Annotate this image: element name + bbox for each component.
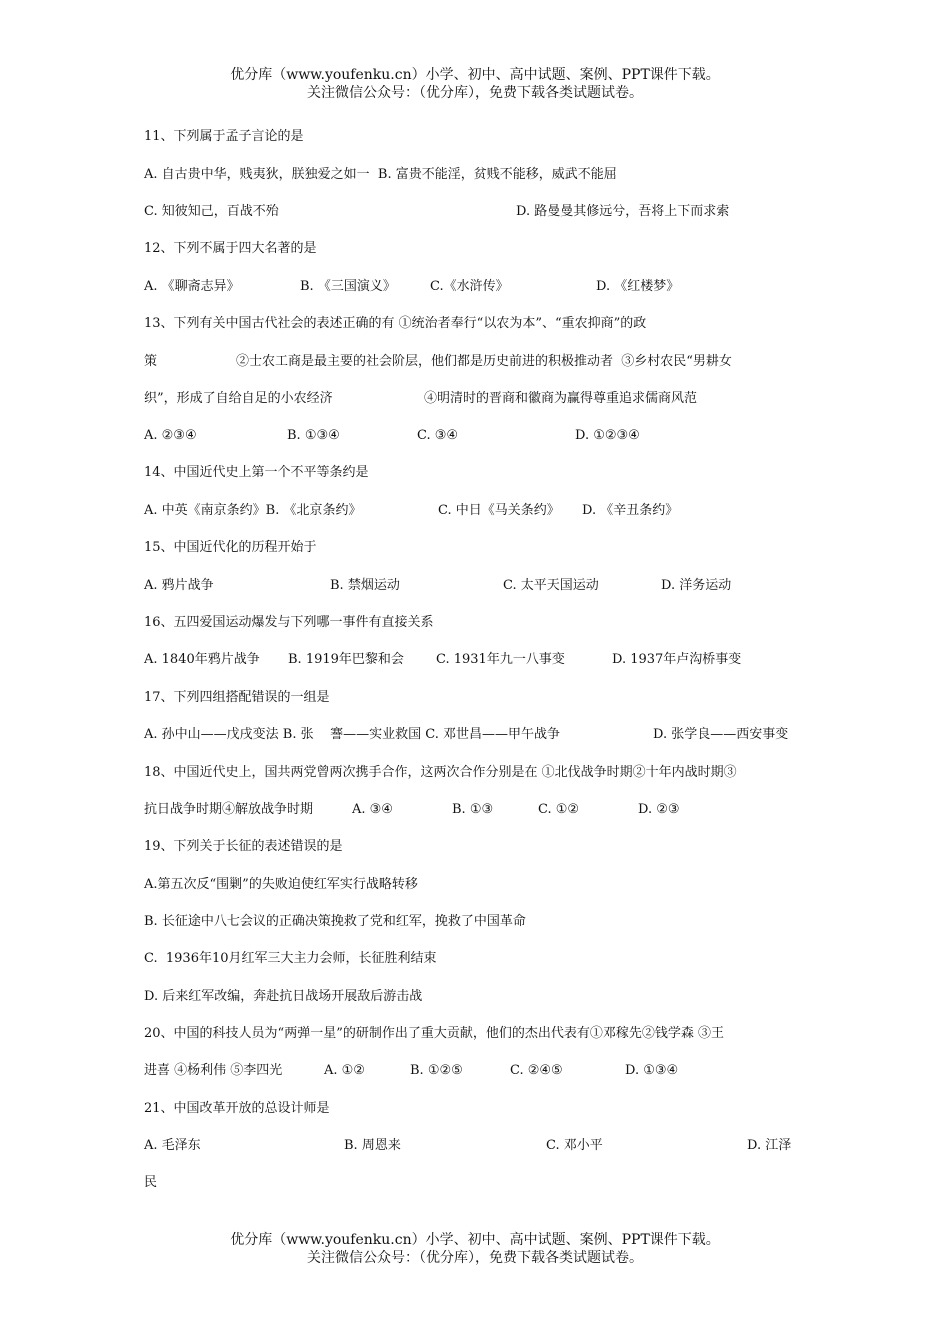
q14-option-ab: A. 中英《南京条约》B. 《北京条约》: [144, 503, 362, 518]
q12-stem: 12、下列不属于四大名著的是: [144, 241, 317, 256]
q19-option-b: B. 长征途中八七会议的正确决策挽救了党和红军，挽救了中国革命: [144, 914, 526, 929]
q11-option-c: C. 知彼知己，百战不殆: [144, 204, 279, 219]
q15-option-c: C. 太平天国运动: [503, 578, 599, 593]
header-line-1: 优分库（www.youfenku.cn）小学、初中、高中试题、案例、PPT课件下载。: [230, 67, 720, 83]
q12-option-b: B. 《三国演义》: [300, 279, 396, 294]
q21-option-d: D. 江泽: [747, 1138, 792, 1153]
footer-line-2: 关注微信公众号：（优分库），免费下载各类试题试卷。: [307, 1250, 643, 1266]
header-line-2: 关注微信公众号：（优分库），免费下载各类试题试卷。: [307, 85, 643, 101]
q13-stem-line-1: 13、下列有关中国古代社会的表述正确的有 ①统治者奉行“以农为本”、“重农抑商”的政: [144, 316, 647, 331]
q15-option-b: B. 禁烟运动: [330, 578, 400, 593]
page-header: [0, 66, 950, 102]
q19-option-a: A.第五次反“围剿”的失败迫使红军实行战略转移: [144, 877, 418, 892]
q15-stem: 15、中国近代化的历程开始于: [144, 540, 317, 555]
q18-stem-line-2: 抗日战争时期④解放战争时期: [144, 802, 314, 817]
q16-stem: 16、五四爱国运动爆发与下列哪一事件有直接关系: [144, 615, 434, 630]
q18-option-d: D. ②③: [638, 802, 680, 817]
q18-option-b: B. ①③: [452, 802, 494, 817]
q21-option-c: C. 邓小平: [546, 1138, 603, 1153]
q18-option-a: A. ③④: [352, 802, 393, 817]
q21-option-b: B. 周恩来: [344, 1138, 401, 1153]
q17-stem: 17、下列四组搭配错误的一组是: [144, 690, 330, 705]
q11-stem: 11、下列属于孟子言论的是: [144, 129, 304, 144]
q13-option-a: A. ②③④: [144, 428, 197, 443]
q17-option-abc: A. 孙中山——戊戌变法 B. 张 謇——实业救国 C. 邓世昌——甲午战争: [144, 727, 561, 742]
q14-option-c: C. 中日《马关条约》: [438, 503, 560, 518]
page-footer: [0, 1231, 950, 1267]
q12-option-c: C.《水浒传》: [430, 279, 509, 294]
q21-stem: 21、中国改革开放的总设计师是: [144, 1101, 330, 1116]
q16-option-d: D. 1937年卢沟桥事变: [612, 652, 742, 667]
q13-option-d: D. ①②③④: [575, 428, 640, 443]
q16-option-a: A. 1840年鸦片战争: [144, 652, 260, 667]
q16-option-c: C. 1931年九一八事变: [436, 652, 565, 667]
q14-option-d: D. 《辛丑条约》: [582, 503, 679, 518]
q14-stem: 14、中国近代史上第一个不平等条约是: [144, 465, 369, 480]
q18-stem-line-1: 18、中国近代史上，国共两党曾两次携手合作，这两次合作分别是在 ①北伐战争时期②十年内战时期③: [144, 765, 737, 780]
q11-options-ab: A. 自古贵中华，贱夷狄，朕独爱之如一 B. 富贵不能淫，贫贱不能移，威武不能屈: [144, 167, 617, 182]
q13-stem-line-3b: ④明清时的晋商和徽商为赢得尊重追求儒商风范: [424, 391, 698, 406]
q20-option-d: D. ①③④: [625, 1063, 679, 1078]
q21-option-a: A. 毛泽东: [144, 1138, 201, 1153]
q20-stem-line-2: 进喜 ④杨利伟 ⑤李四光: [144, 1063, 283, 1078]
q19-stem: 19、下列关于长征的表述错误的是: [144, 839, 343, 854]
q19-option-d: D. 后来红军改编，奔赴抗日战场开展敌后游击战: [144, 989, 423, 1004]
q12-option-a: A. 《聊斋志异》: [144, 279, 240, 294]
q13-option-b: B. ①③④: [287, 428, 340, 443]
q13-stem-line-2a: 策: [144, 354, 158, 369]
footer-line-1: 优分库（www.youfenku.cn）小学、初中、高中试题、案例、PPT课件下载。: [230, 1232, 720, 1248]
q12-option-d: D. 《红楼梦》: [596, 279, 680, 294]
q20-option-c: C. ②④⑤: [510, 1063, 563, 1078]
q13-stem-line-2b: ②士农工商是最主要的社会阶层，他们都是历史前进的积极推动者 ③乡村农民“男耕女: [236, 354, 732, 369]
q20-stem-line-1: 20、中国的科技人员为“两弹一星”的研制作出了重大贡献，他们的杰出代表有①邓稼先②钱学森 ③王: [144, 1026, 724, 1041]
q21-option-d-continuation: 民: [144, 1175, 158, 1190]
q20-option-b: B. ①②⑤: [410, 1063, 463, 1078]
q20-option-a: A. ①②: [324, 1063, 365, 1078]
q11-option-d: D. 路曼曼其修远兮，吾将上下而求索: [516, 204, 730, 219]
q19-option-c: C. 1936年10月红军三大主力会师，长征胜利结束: [144, 951, 437, 966]
q15-option-a: A. 鸦片战争: [144, 578, 214, 593]
q18-option-c: C. ①②: [538, 802, 580, 817]
q16-option-b: B. 1919年巴黎和会: [288, 652, 404, 667]
q13-stem-line-3a: 织”，形成了自给自足的小农经济: [144, 391, 333, 406]
q17-option-d: D. 张学良——西安事变: [653, 727, 789, 742]
q13-option-c: C. ③④: [417, 428, 459, 443]
q15-option-d: D. 洋务运动: [661, 578, 732, 593]
